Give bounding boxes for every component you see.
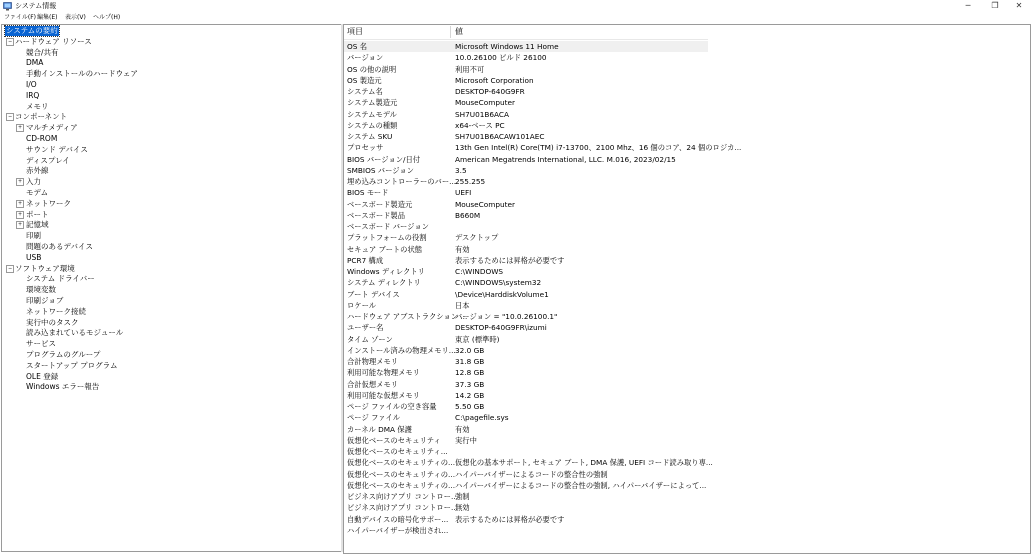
row-item: ビジネス向けアプリ コントロー... [347, 503, 458, 513]
minimize-button[interactable]: ─ [965, 1, 971, 10]
tree-item[interactable] [2, 339, 56, 349]
row-item: 利用可能な仮想メモリ [347, 390, 420, 400]
row-item: 合計仮想メモリ [347, 379, 399, 389]
tree-item-label: サービス [26, 339, 56, 349]
tree-item[interactable] [2, 350, 100, 360]
table-row[interactable] [344, 469, 708, 480]
tree-item-label: ディスプレイ [26, 155, 70, 165]
table-row[interactable] [344, 97, 708, 108]
tree-item-label: システムの要約 [6, 26, 58, 35]
row-item: システム SKU [347, 132, 393, 141]
row-item: システム名 [347, 87, 383, 96]
row-item: ベースボード製品 [347, 210, 406, 220]
row-item: ベースボード製造元 [347, 199, 413, 209]
tree-item-label: 手動インストールのハードウェア [26, 69, 138, 79]
row-item: BIOS バージョン/日付 [347, 154, 421, 164]
row-value: 有効 [455, 244, 470, 254]
tree-item-label: 読み込まれているモジュール [26, 328, 124, 338]
row-value: DESKTOP-640G9FR\izumi [455, 323, 547, 333]
expand-icon[interactable]: + [16, 211, 24, 219]
collapse-icon[interactable]: − [6, 38, 14, 46]
tree-item-label: 印刷ジョブ [26, 296, 64, 305]
tree-item-label: マルチメディア [26, 123, 78, 133]
row-item: ユーザー名 [347, 323, 384, 333]
row-item: インストール済みの物理メモリ... [347, 345, 456, 355]
row-item: ベースボード バージョン [347, 222, 429, 231]
table-row[interactable] [344, 334, 708, 345]
row-item: 自動デバイスの暗号化サポー... [347, 514, 449, 524]
table-row[interactable] [344, 109, 708, 120]
row-item: ハイパーバイザーが検出され... [347, 525, 449, 535]
row-item: セキュア ブートの状態 [347, 244, 423, 254]
table-row[interactable] [344, 165, 708, 176]
table-row[interactable] [344, 300, 708, 311]
row-value: 37.3 GB [455, 379, 485, 389]
menu-view[interactable]: 表示(V) [65, 14, 86, 21]
tree-item-label: OLE 登録 [26, 371, 59, 381]
row-value: 31.8 GB [455, 357, 485, 366]
table-row[interactable] [344, 480, 708, 491]
tree-item[interactable] [2, 372, 58, 382]
tree-item[interactable] [2, 69, 138, 79]
column-header-value[interactable]: 値 [455, 27, 463, 36]
tree-item-label: サウンド デバイス [26, 144, 88, 154]
tree-item-label: CD-ROM [26, 134, 58, 143]
table-row[interactable] [344, 356, 708, 367]
table-row[interactable] [344, 255, 708, 266]
row-value: 仮想化の基本サポート, セキュア ブート, DMA 保護, UEFI コード読み取り専... [455, 458, 713, 468]
tree-item[interactable] [2, 58, 43, 68]
category-tree[interactable] [1, 24, 342, 552]
table-row[interactable] [344, 266, 708, 277]
row-value: 日本 [455, 300, 470, 310]
tree-item[interactable] [2, 48, 59, 58]
table-row[interactable] [344, 424, 708, 435]
tree-item[interactable] [2, 37, 92, 47]
row-item: プロセッサ [347, 143, 384, 153]
table-row[interactable] [344, 199, 708, 210]
row-item: 利用可能な物理メモリ [347, 368, 420, 378]
table-row[interactable] [344, 311, 708, 322]
tree-item[interactable] [2, 188, 48, 198]
table-row[interactable] [344, 221, 708, 232]
row-value: C:\WINDOWS\system32 [455, 278, 542, 288]
row-item: 合計物理メモリ [347, 357, 399, 366]
expand-icon[interactable]: + [16, 221, 24, 229]
row-value: MouseComputer [455, 98, 515, 108]
tree-item-label: USB [26, 252, 42, 262]
collapse-icon[interactable]: − [6, 113, 14, 121]
tree-item[interactable] [2, 296, 63, 306]
tree-item[interactable] [2, 134, 57, 144]
tree-item[interactable] [2, 328, 123, 338]
menu-file[interactable]: ファイル(F) [4, 14, 37, 21]
table-row[interactable] [344, 446, 708, 457]
tree-item-label: スタートアップ プログラム [26, 360, 118, 370]
table-row[interactable] [344, 491, 708, 502]
row-value: MouseComputer [455, 199, 515, 209]
tree-item-label: ネットワーク [26, 198, 71, 208]
table-row[interactable] [344, 367, 708, 378]
tree-item-label: コンポーネント [15, 112, 68, 122]
table-row[interactable] [344, 457, 713, 468]
table-row[interactable] [344, 64, 708, 75]
tree-item[interactable] [2, 199, 71, 209]
tree-item[interactable] [2, 242, 93, 252]
row-value: 東京 (標準時) [455, 334, 500, 344]
table-row[interactable] [344, 52, 708, 63]
row-item: OS 名 [347, 42, 367, 51]
row-value: 表示するためには昇格が必要です [455, 514, 565, 524]
row-item: システム製造元 [347, 98, 398, 108]
row-value: C:\pagefile.sys [455, 413, 509, 423]
tree-item[interactable] [2, 220, 49, 230]
row-value: 13th Gen Intel(R) Core(TM) i7-13700、2100 Mhz、16 個のコア、24 個のロジカ... [455, 143, 742, 153]
window-title: システム情報 [15, 2, 57, 10]
row-item: ページ ファイル [347, 413, 401, 423]
row-value: 12.8 GB [455, 368, 485, 378]
tree-item-label: ソフトウェア環境 [15, 263, 75, 273]
title-bar [0, 0, 1030, 13]
row-value: 実行中 [455, 435, 477, 445]
close-button[interactable]: ✕ [1015, 1, 1023, 10]
tree-item[interactable] [2, 123, 78, 133]
table-row[interactable] [344, 154, 708, 165]
row-value: 10.0.26100 ビルド 26100 [455, 53, 547, 63]
maximize-button[interactable]: ❐ [991, 1, 999, 10]
row-item: SMBIOS バージョン [347, 165, 414, 175]
table-row[interactable] [344, 176, 708, 187]
row-item: システム ディレクトリ [347, 278, 421, 288]
tree-item[interactable] [2, 307, 86, 317]
row-value: UEFI [455, 188, 472, 198]
row-item: OS の他の説明 [347, 64, 397, 74]
tree-item-label: 印刷 [26, 231, 41, 241]
tree-item-label: ハードウェア リソース [15, 36, 92, 46]
table-row[interactable] [344, 401, 708, 412]
expand-icon[interactable]: + [16, 200, 24, 208]
tree-item[interactable] [2, 177, 41, 187]
row-item: ブート デバイス [347, 289, 400, 299]
row-item: カーネル DMA 保護 [347, 424, 412, 434]
row-item: バージョン [347, 53, 384, 63]
tree-item[interactable] [2, 145, 88, 155]
expand-icon[interactable]: + [16, 124, 24, 132]
menu-help[interactable]: ヘルプ(H) [93, 14, 121, 21]
table-row[interactable] [344, 379, 708, 390]
row-value: ハイパーバイザーによるコードの整合性の強制 [455, 469, 608, 479]
table-row[interactable] [344, 390, 708, 401]
table-row[interactable] [344, 41, 708, 52]
table-row[interactable] [344, 75, 708, 86]
row-value: B660M [455, 210, 481, 220]
row-item: ビジネス向けアプリ コントロー... [347, 492, 458, 501]
tree-item[interactable] [2, 361, 118, 371]
tree-item-label: DMA [26, 58, 44, 68]
row-value: SH7U01B6ACA [455, 109, 509, 119]
row-value: 5.50 GB [455, 402, 485, 411]
system-information-icon [3, 2, 12, 11]
tree-item-label: ポート [26, 209, 49, 219]
table-row[interactable] [344, 502, 708, 513]
tree-item[interactable] [2, 285, 56, 295]
row-value: 無効 [455, 503, 470, 513]
expand-icon[interactable]: + [16, 178, 24, 186]
tree-item[interactable] [2, 112, 67, 122]
row-item: プラットフォームの役割 [347, 233, 427, 243]
tree-item-label: IRQ [26, 90, 40, 100]
tree-item[interactable] [2, 382, 99, 392]
row-value: デスクトップ [455, 233, 499, 243]
row-item: 仮想化ベースのセキュリティの... [347, 469, 456, 479]
table-row[interactable] [344, 210, 708, 221]
tree-item-label: プログラムのグループ [26, 350, 101, 359]
tree-item-label: 記憶域 [26, 220, 49, 230]
row-value: バージョン = "10.0.26100.1" [455, 312, 558, 321]
tree-item-label: 競合/共有 [26, 47, 59, 57]
table-row[interactable] [344, 277, 708, 288]
row-value: 255.255 [455, 177, 486, 186]
row-value: DESKTOP-640G9FR [455, 87, 525, 96]
tree-item[interactable] [2, 210, 49, 220]
tree-item-label: モデム [26, 188, 49, 197]
row-value: American Megatrends International, LLC. M.016, 2023/02/15 [455, 154, 676, 164]
table-row[interactable] [344, 289, 708, 300]
details-list [343, 24, 1031, 554]
row-value: 3.5 [455, 165, 467, 175]
tree-item-label: 環境変数 [26, 285, 56, 295]
row-item: 仮想化ベースのセキュリティ... [347, 447, 448, 456]
row-value: SH7U01B6ACAW101AEC [455, 132, 545, 141]
table-row[interactable] [344, 232, 708, 243]
tree-item[interactable] [2, 26, 59, 36]
tree-item-label: 実行中のタスク [26, 317, 79, 327]
row-value: \Device\HarddiskVolume1 [455, 289, 549, 299]
row-item: システムモデル [347, 109, 397, 119]
tree-item[interactable] [2, 264, 75, 274]
row-value: Microsoft Corporation [455, 75, 534, 85]
row-item: 仮想化ベースのセキュリティ [347, 435, 441, 445]
row-value: 強制 [455, 492, 470, 501]
row-value: 32.0 GB [455, 345, 485, 355]
row-value: ハイパーバイザーによるコードの整合性の強制, ハイパーバイザーによって... [455, 480, 707, 490]
tree-item[interactable] [2, 318, 79, 328]
tree-item-label: 問題のあるデバイス [26, 242, 93, 251]
table-row[interactable] [344, 131, 708, 142]
row-item: 仮想化ベースのセキュリティの... [347, 458, 456, 468]
tree-item-label: Windows エラー報告 [26, 382, 100, 392]
row-item: PCR7 構成 [347, 255, 384, 265]
row-item: Windows ディレクトリ [347, 267, 425, 276]
collapse-icon[interactable]: − [6, 265, 14, 273]
table-row[interactable] [344, 514, 708, 525]
menu-edit[interactable]: 編集(E) [37, 14, 58, 21]
row-item: OS 製造元 [347, 75, 382, 85]
tree-item-label: 入力 [26, 177, 41, 187]
tree-item[interactable] [2, 231, 41, 241]
table-row[interactable] [344, 412, 708, 423]
row-item: 埋め込みコントローラーのバー... [347, 177, 457, 186]
table-row[interactable] [344, 322, 708, 333]
tree-item[interactable] [2, 274, 95, 284]
tree-item[interactable] [2, 166, 49, 176]
tree-item-label: システム ドライバー [26, 274, 95, 284]
row-item: ページ ファイルの空き容量 [347, 402, 437, 411]
row-value: 有効 [455, 424, 470, 434]
row-item: BIOS モード [347, 188, 389, 198]
table-row[interactable] [344, 345, 708, 356]
row-value: 表示するためには昇格が必要です [455, 255, 565, 265]
row-value: 14.2 GB [455, 390, 485, 400]
row-item: 仮想化ベースのセキュリティの... [347, 480, 456, 490]
tree-item-label: メモリ [26, 101, 49, 111]
menu-bar [0, 13, 1030, 23]
row-item: ロケール [347, 300, 377, 310]
table-row[interactable] [344, 120, 708, 131]
tree-item[interactable] [2, 253, 41, 263]
row-item: ハードウェア アブストラクション ... [347, 312, 468, 321]
table-row[interactable] [344, 525, 708, 536]
row-value: 利用不可 [455, 64, 485, 74]
table-row[interactable] [344, 187, 708, 198]
table-row[interactable] [344, 86, 708, 97]
row-item: タイム ゾーン [347, 334, 393, 344]
tree-item-label: I/O [26, 80, 37, 89]
column-divider[interactable] [450, 26, 451, 38]
tree-item-label: 赤外線 [26, 166, 49, 176]
table-row[interactable] [344, 142, 742, 153]
table-row[interactable] [344, 244, 708, 255]
row-value: C:\WINDOWS [455, 267, 504, 276]
row-item: システムの種類 [347, 120, 398, 130]
row-value: x64-ベース PC [455, 120, 505, 130]
table-row[interactable] [344, 435, 708, 446]
tree-item[interactable] [2, 156, 70, 166]
row-value: Microsoft Windows 11 Home [455, 42, 559, 51]
column-header-item[interactable]: 項目 [347, 27, 363, 36]
tree-item[interactable] [2, 80, 37, 90]
tree-item-label: ネットワーク接続 [26, 306, 86, 316]
tree-item[interactable] [2, 102, 49, 112]
tree-item[interactable] [2, 91, 39, 101]
column-header [344, 25, 708, 40]
